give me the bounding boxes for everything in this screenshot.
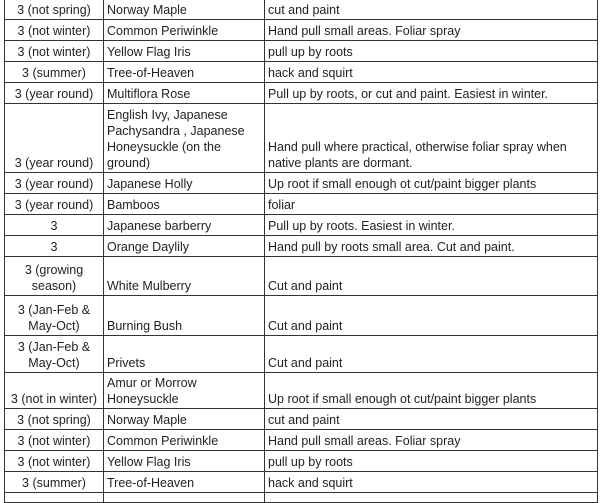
priority-cell: 3 (not spring) — [5, 0, 104, 20]
priority-cell: 3 (Jan-Feb & May-Oct) — [5, 296, 104, 336]
priority-cell: 3 (not winter) — [5, 430, 104, 451]
table-row — [5, 409, 598, 430]
plant-cell: Burning Bush — [104, 296, 265, 336]
method-cell: Up root if small enough ot cut/paint bigger plants — [265, 173, 598, 194]
table-row — [5, 373, 598, 409]
plant-cell: Norway Maple — [104, 409, 265, 430]
method-cell: cut and paint — [265, 0, 598, 20]
priority-cell: 3 (not winter) — [5, 451, 104, 472]
table-row — [5, 194, 598, 215]
priority-cell: 3 (not spring) — [5, 409, 104, 430]
table-row — [5, 296, 598, 336]
method-cell: Cut and paint — [265, 257, 598, 296]
priority-cell: 3 (Jan-Feb & May-Oct) — [5, 336, 104, 373]
method-cell: pull up by roots — [265, 41, 598, 62]
table-row — [5, 257, 598, 296]
method-cell: Cut and paint — [265, 336, 598, 373]
plant-cell: Common Periwinkle — [104, 20, 265, 41]
priority-cell: 3 (not winter) — [5, 20, 104, 41]
priority-cell: 3 (not in winter) — [5, 373, 104, 409]
method-cell: Up root if small enough ot cut/paint bigger plants — [265, 373, 598, 409]
priority-cell: 3 (growing season) — [5, 257, 104, 296]
plant-cell: Yellow Flag Iris — [104, 451, 265, 472]
plant-cell: Privets — [104, 336, 265, 373]
table-row — [5, 430, 598, 451]
method-cell: Hand pull small areas. Foliar spray — [265, 430, 598, 451]
table-row — [5, 236, 598, 257]
plant-cell: English Ivy, Japanese Pachysandra , Japanese Honeysuckle (on the ground) — [104, 104, 265, 173]
method-cell: pull up by roots — [265, 451, 598, 472]
table-row — [5, 0, 598, 20]
table-row — [5, 451, 598, 472]
method-cell: Hand pull where practical, otherwise foliar spray when native plants are dormant. — [265, 104, 598, 173]
plant-cell: Tree-of-Heaven — [104, 62, 265, 83]
table-row — [5, 493, 598, 503]
priority-cell: 3 (year round) — [5, 173, 104, 194]
plant-cell: Yellow Flag Iris — [104, 41, 265, 62]
table-row — [5, 62, 598, 83]
method-cell: hack and squirt — [265, 472, 598, 493]
priority-cell: 3 — [5, 236, 104, 257]
priority-cell: 3 (year round) — [5, 104, 104, 173]
invasive-plants-table — [4, 0, 598, 503]
table-row — [5, 83, 598, 104]
table-row — [5, 20, 598, 41]
table-row — [5, 472, 598, 493]
plant-cell: Norway Maple — [104, 0, 265, 20]
priority-cell: 3 (not winter) — [5, 41, 104, 62]
priority-cell: 3 (summer) — [5, 472, 104, 493]
plant-cell: Common Periwinkle — [104, 430, 265, 451]
table-row — [5, 41, 598, 62]
plant-cell: Tree-of-Heaven — [104, 472, 265, 493]
table-row — [5, 215, 598, 236]
method-cell: cut and paint — [265, 409, 598, 430]
empty-cell — [5, 493, 104, 503]
priority-cell: 3 (year round) — [5, 83, 104, 104]
empty-cell — [265, 493, 598, 503]
plant-cell: White Mulberry — [104, 257, 265, 296]
priority-cell: 3 — [5, 215, 104, 236]
plant-cell: Japanese barberry — [104, 215, 265, 236]
plant-cell: Japanese Holly — [104, 173, 265, 194]
method-cell: foliar — [265, 194, 598, 215]
empty-cell — [104, 493, 265, 503]
plant-cell: Bamboos — [104, 194, 265, 215]
method-cell: Hand pull by roots small area. Cut and paint. — [265, 236, 598, 257]
plant-cell: Multiflora Rose — [104, 83, 265, 104]
priority-cell: 3 (summer) — [5, 62, 104, 83]
table-row — [5, 336, 598, 373]
method-cell: Pull up by roots, or cut and paint. Easiest in winter. — [265, 83, 598, 104]
method-cell: Cut and paint — [265, 296, 598, 336]
plant-cell: Orange Daylily — [104, 236, 265, 257]
method-cell: Hand pull small areas. Foliar spray — [265, 20, 598, 41]
method-cell: Pull up by roots. Easiest in winter. — [265, 215, 598, 236]
priority-cell: 3 (year round) — [5, 194, 104, 215]
plant-cell: Amur or Morrow Honeysuckle — [104, 373, 265, 409]
table-row — [5, 104, 598, 173]
method-cell: hack and squirt — [265, 62, 598, 83]
table-row — [5, 173, 598, 194]
